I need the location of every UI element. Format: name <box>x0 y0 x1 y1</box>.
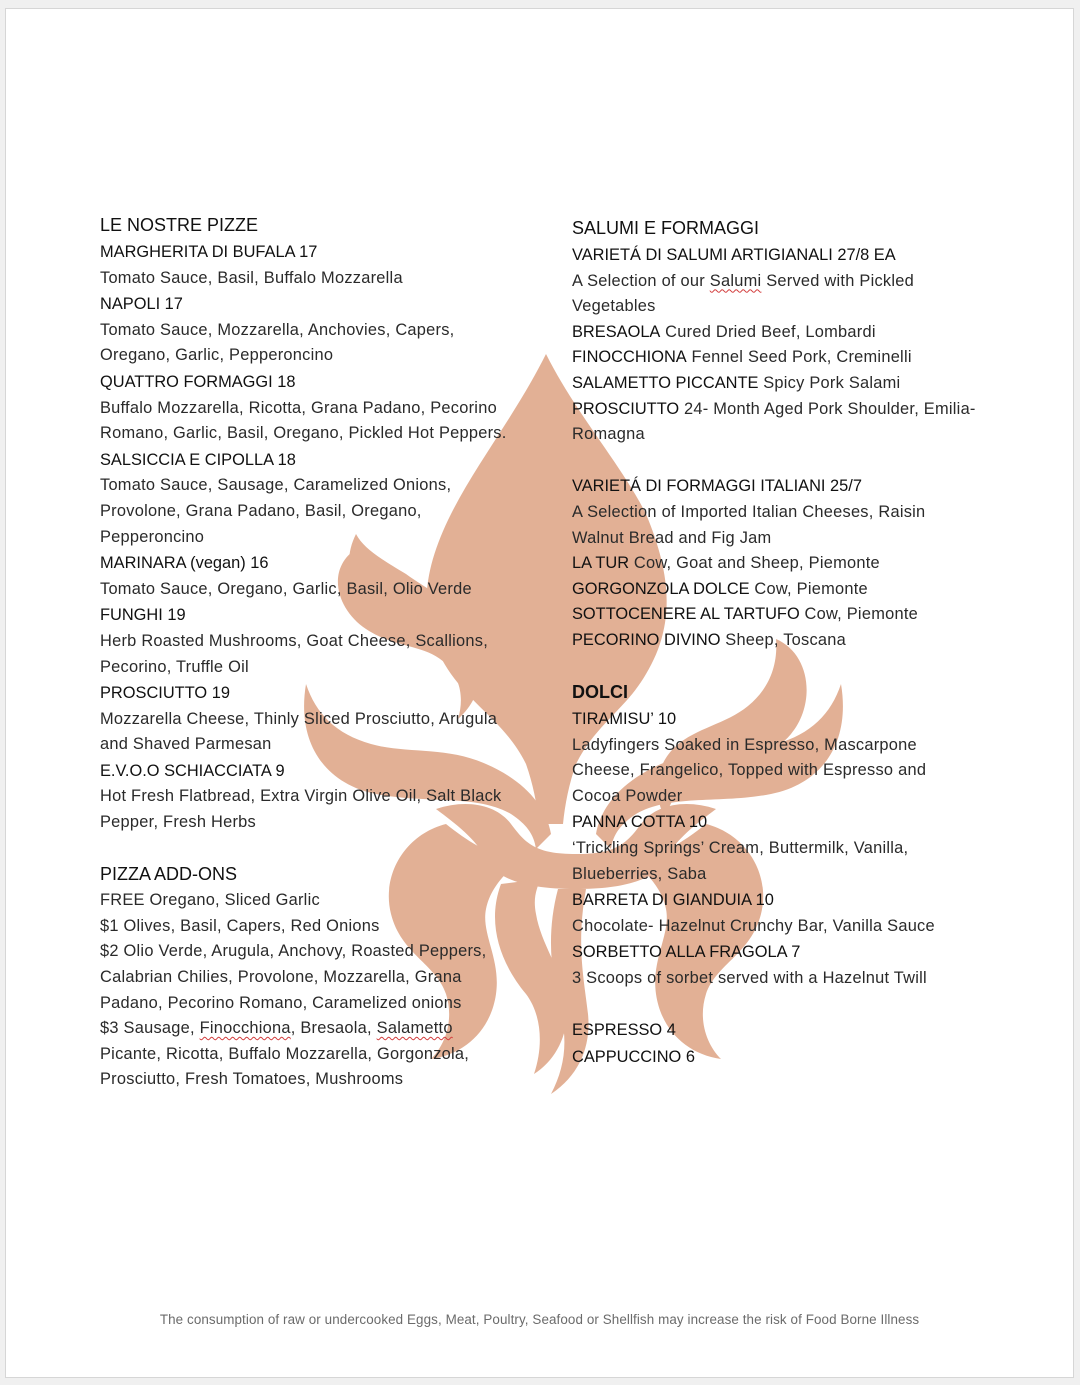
formaggi-item: PECORINO DIVINO Sheep, Toscana <box>572 630 847 649</box>
menu-item <box>100 370 520 447</box>
menu-item <box>100 292 520 369</box>
salumi-item: FINOCCHIONA Fennel Seed Pork, Creminelli <box>572 348 912 367</box>
item-desc: Herb Roasted Mushrooms, Goat Cheese, Scallions, <box>100 631 488 650</box>
item-name: MARGHERITA DI BUFALA 17 <box>100 243 318 261</box>
item-desc: and Shaved Parmesan <box>100 735 272 754</box>
addon-line: Calabrian Chilies, Provolone, Mozzarella, Grana <box>100 968 462 987</box>
salumi-item: PROSCIUTTO 24- Month Aged Pork Shoulder, Emilia- <box>572 399 976 418</box>
item-desc: Tomato Sauce, Mozzarella, Anchovies, Capers, <box>100 320 455 339</box>
item-name: PANNA COTTA 10 <box>572 813 708 832</box>
item-desc: 3 Scoops of sorbet served with a Hazelnut Twill <box>572 969 927 988</box>
menu-page <box>5 8 1074 1378</box>
item-desc: Mozzarella Cheese, Thinly Sliced Prosciutto, Arugula <box>100 709 498 728</box>
item-desc: Pepperoncino <box>100 527 205 546</box>
item-desc: Buffalo Mozzarella, Ricotta, Grana Padano, Pecorino <box>100 398 497 417</box>
addon-line: Picante, Ricotta, Buffalo Mozzarella, Gorgonzola, <box>100 1044 470 1063</box>
menu-item <box>100 240 520 291</box>
item-name: TIRAMISU’ 10 <box>572 710 677 729</box>
pizze-section-title: LE NOSTRE PIZZE <box>100 215 259 235</box>
item-desc: Cheese, Frangelico, Topped with Espresso and <box>572 761 927 780</box>
formaggi-heading: VARIETÁ DI FORMAGGI ITALIANI 25/7 <box>572 477 862 496</box>
item-desc: Tomato Sauce, Basil, Buffalo Mozzarella <box>100 268 403 287</box>
dolci-section-title: DOLCI <box>572 682 628 703</box>
item-desc: Hot Fresh Flatbread, Extra Virgin Olive Oil, Salt Black <box>100 787 502 806</box>
menu-item <box>100 681 520 758</box>
item-desc: Blueberries, Saba <box>572 864 707 883</box>
addon-line: Padano, Pecorino Romano, Caramelized onions <box>100 993 462 1012</box>
item-name: BARRETA DI GIANDUIA 10 <box>572 891 774 910</box>
addon-line: $2 Olio Verde, Arugula, Anchovy, Roasted Peppers, <box>100 942 487 961</box>
item-desc: Pepper, Fresh Herbs <box>100 813 256 832</box>
salumi-item: BRESAOLA Cured Dried Beef, Lombardi <box>572 322 876 341</box>
espresso-item: ESPRESSO 4 <box>572 1021 676 1040</box>
addon-line: FREE Oregano, Sliced Garlic <box>100 891 320 910</box>
addons-section-title: PIZZA ADD-ONS <box>100 864 238 885</box>
salumi-item-cont: Romagna <box>572 425 645 444</box>
item-name: FUNGHI 19 <box>100 606 186 625</box>
menu-item <box>100 603 520 680</box>
dolci-item <box>572 810 997 887</box>
item-name: NAPOLI 17 <box>100 295 183 314</box>
salumi-dolci-column <box>572 215 997 1070</box>
salumi-section-title: SALUMI E FORMAGGI <box>572 218 760 238</box>
addons-list <box>100 888 520 1093</box>
item-desc: Tomato Sauce, Oregano, Garlic, Basil, Olio Verde <box>100 579 472 598</box>
salumi-item: SALAMETTO PICCANTE Spicy Pork Salami <box>572 373 901 392</box>
menu-item <box>100 551 520 602</box>
addon-line: $1 Olives, Basil, Capers, Red Onions <box>100 916 380 935</box>
item-desc: Provolone, Grana Padano, Basil, Oregano, <box>100 501 422 520</box>
item-desc: Ladyfingers Soaked in Espresso, Mascarpone <box>572 735 917 754</box>
item-name: MARINARA (vegan) 16 <box>100 554 269 573</box>
formaggi-item: LA TUR Cow, Goat and Sheep, Piemonte <box>572 554 880 573</box>
item-desc: Oregano, Garlic, Pepperoncino <box>100 346 334 365</box>
item-name: PROSCIUTTO 19 <box>100 684 230 703</box>
addon-line: $3 Sausage, Finocchiona, Bresaola, Salametto <box>100 1019 453 1038</box>
dolci-item <box>572 707 997 809</box>
salumi-heading: VARIETÁ DI SALUMI ARTIGIANALI 27/8 EA <box>572 246 896 264</box>
menu-item <box>100 759 520 836</box>
item-name: E.V.O.O SCHIACCIATA 9 <box>100 761 285 780</box>
item-name: SORBETTO ALLA FRAGOLA 7 <box>572 943 801 962</box>
item-desc: Chocolate- Hazelnut Crunchy Bar, Vanilla Sauce <box>572 916 935 935</box>
food-safety-disclaimer: The consumption of raw or undercooked Eggs, Meat, Poultry, Seafood or Shellfish may increase the risk of Food Borne Illness <box>159 1312 920 1327</box>
formaggi-item: SOTTOCENERE AL TARTUFO Cow, Piemonte <box>572 605 918 624</box>
dolci-item <box>572 940 997 991</box>
item-desc: Pecorino, Truffle Oil <box>100 657 249 676</box>
item-name: SALSICCIA E CIPOLLA 18 <box>100 450 296 469</box>
pizza-column <box>100 212 520 1093</box>
menu-item <box>100 448 520 550</box>
item-name: QUATTRO FORMAGGI 18 <box>100 372 296 391</box>
salumi-desc: A Selection of our Salumi Served with Pickled Vegetables <box>572 271 914 316</box>
item-desc: Cocoa Powder <box>572 786 683 805</box>
item-desc: Romano, Garlic, Basil, Oregano, Pickled Hot Peppers. <box>100 424 507 443</box>
item-desc: Tomato Sauce, Sausage, Caramelized Onions, <box>100 476 452 495</box>
cappuccino-item: CAPPUCCINO 6 <box>572 1047 695 1066</box>
item-desc: ‘Trickling Springs’ Cream, Buttermilk, Vanilla, <box>572 839 909 858</box>
formaggi-item: GORGONZOLA DOLCE Cow, Piemonte <box>572 579 868 598</box>
dolci-item <box>572 888 997 939</box>
formaggi-desc: A Selection of Imported Italian Cheeses, Raisin Walnut Bread and Fig Jam <box>572 502 926 547</box>
addon-line: Prosciutto, Fresh Tomatoes, Mushrooms <box>100 1070 404 1089</box>
